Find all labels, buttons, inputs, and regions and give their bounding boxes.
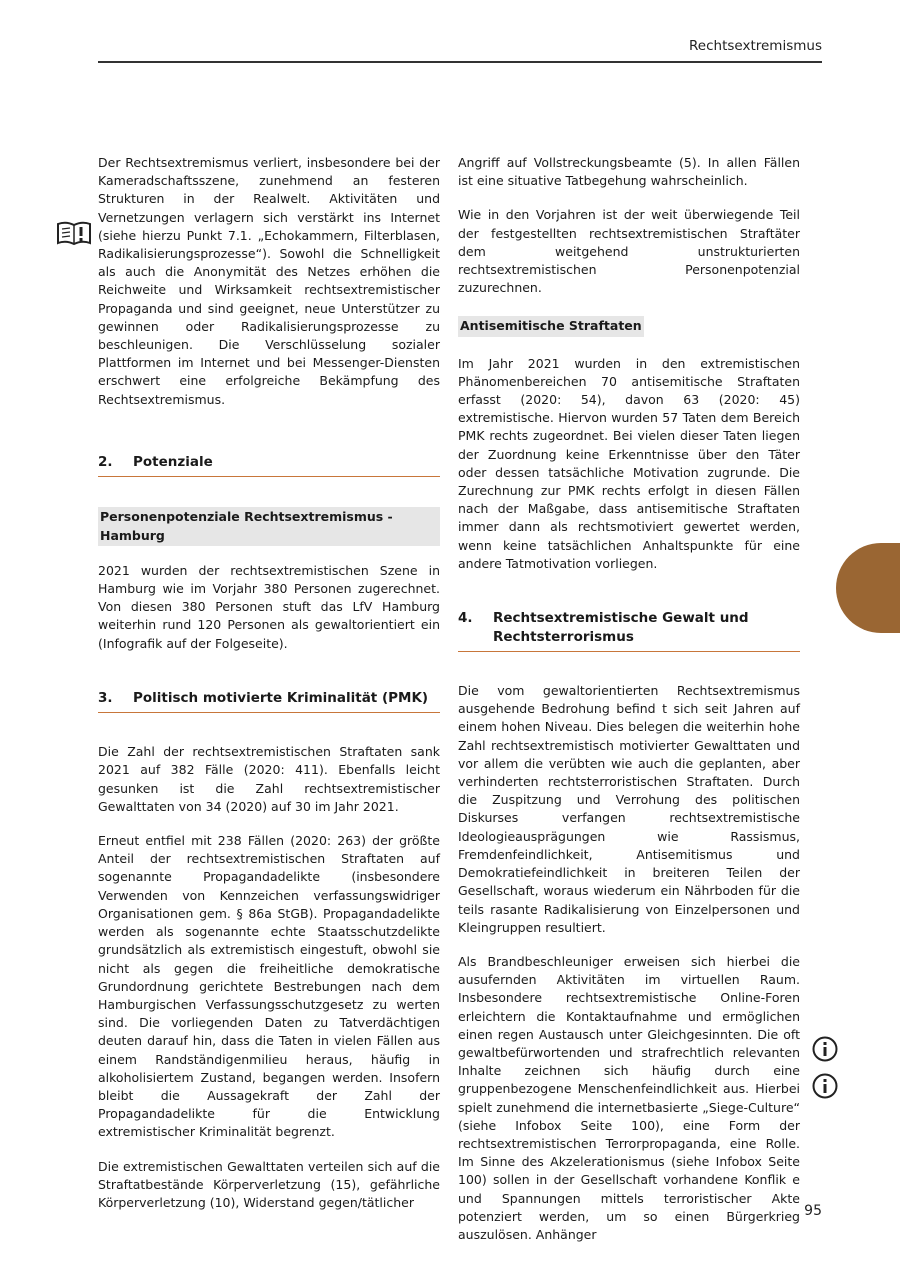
right-column [458, 154, 800, 1260]
paragraph: Wie in den Vorjahren ist der weit überwiegende Teil der festgestellten rechtsextremistischen Straftäter dem weitgehend unstrukturierten rechtsextremistischen Personenpotenzial zuzurechnen. [458, 207, 800, 296]
subheading: Antisemitische Straftaten [458, 316, 644, 336]
paragraph: Die Zahl der rechtsextremistischen Straftaten sank 2021 auf 382 Fälle (2020: 411). Ebenfalls leicht gesunken ist die Zahl rechtsextremistischer Gewalttaten von 34 (2020) auf 30 im Jahr 2021. [98, 744, 440, 814]
section-number: 4. [458, 610, 473, 627]
section-heading-gewalt [458, 609, 800, 652]
book-exclamation-icon [56, 220, 92, 250]
header-rule [98, 61, 822, 63]
paragraph: Die vom gewaltorientierten Rechtsextremismus ausgehende Bedrohung befind t sich seit Jahren auf einem hohen Niveau. Dies belegen die weiterhin hohe Zahl rechtsextremistisch motivierter Gewalttaten und vor allem die verübten wie auch die geplanten, aber verhinderten rechtsterroristischen Straftaten. Durch die Zuspitzung und Verrohung des politischen Diskurses verfangen rechtsextremistische Ideologieausprägungen wie Rassismus, Fremdenfeindlichkeit, Antisemitismus und Demokratiefeindlichkeit in breiteren Teilen der Gesellschaft, woraus wiederum ein Nährboden für die teils rasante Radikalisierung von Einzelpersonen und Kleingruppen resultiert. [458, 683, 800, 935]
section-title: Politisch motivierte Kriminalität (PMK) [133, 689, 429, 706]
section-heading-potenziale [98, 453, 440, 478]
section-title: Potenziale [133, 453, 213, 470]
paragraph: 2021 wurden der rechtsextremistischen Szene in Hamburg wie im Vorjahr 380 Personen zugerechnet. Von diesen 380 Personen stuft das LfV Hamburg weiterhin rund 120 Personen als gewaltorientiert ein (Infografik auf der Folgeseite). [98, 562, 440, 651]
running-header: Rechtsextremismus [689, 38, 822, 54]
section-title: Rechtsextremistische Gewalt und Rechtsterrorismus [493, 610, 749, 645]
paragraph: Angriff auf Vollstreckungsbeamte (5). In allen Fällen ist eine situative Tatbegehung wahrscheinlich. [458, 155, 800, 189]
paragraph: Die extremistischen Gewalttaten verteilen sich auf die Straftatbestände Körperverletzung (15), gefährliche Körperverletzung (10), Widerstand gegen/tätlicher [98, 1158, 440, 1210]
info-circle-icon[interactable] [812, 1036, 838, 1066]
page-number: 95 [804, 1203, 822, 1219]
paragraph: Der Rechtsextremismus verliert, insbesondere bei der Kameradschaftsszene, zunehmend an festeren Strukturen in der Realwelt. Aktivitäten und Vernetzungen verlagern sich verstärkt ins Internet (siehe hierzu Punkt 7.1. „Echokammern, Filterblasen, Radikalisierungsprozesse“). Sowohl die Schnelligkeit als auch die Anonymität des Netzes erhöhen die Reichweite und Wirksamkeit rechtsextremistischer Propaganda und sind geeignet, neue Unterstützer zu gewinnen oder Radikalisierungsprozesse zu beschleunigen. Die Verschlüsselung sozialer Plattformen im Internet und bei Messenger-Diensten erschwert eine erfolgreiche Bekämpfung des Rechtsextremismus. [98, 155, 440, 407]
section-number: 2. [98, 453, 113, 470]
section-heading-pmk [98, 689, 440, 714]
subheading: Personenpotenziale Rechtsextremismus - Hamburg [98, 507, 440, 545]
paragraph: Im Jahr 2021 wurden in den extremistischen Phänomenbereichen 70 antisemitische Straftaten erfasst (2020: 54), davon 63 (2020: 45) extremistische. Hiervon wurden 57 Taten dem Bereich PMK rechts zugeordnet. Bei vielen dieser Taten liegen der Zuordnung keine Erkenntnisse über den Täter oder dessen tatsächliche Motivation zugrunde. Die Zurechnung zur PMK rechts erfolgt in diesen Fällen nach der Maßgabe, dass antisemitische Straftaten immer dann als rechtsmotiviert gewertet werden, wenn keine tatsächlichen Anhaltspunkte für eine andere Tatmotivation vorliegen. [458, 355, 800, 571]
left-column [98, 154, 440, 1228]
section-number: 3. [98, 689, 113, 706]
chapter-tab [836, 543, 900, 633]
info-circle-icon[interactable] [812, 1073, 838, 1103]
paragraph: Als Brandbeschleuniger erweisen sich hierbei die ausufernden Aktivitäten im virtuellen Raum. Insbesondere rechtsextremistische Online-Foren erleichtern die Kontaktaufnahme und ermöglichen einen regen Austausch unter Gleichgesinnten. Die oft gewaltbefürwortenden und strafrechtlich relevanten Inhalte zeichnen sich häufig durch eine gruppenbezogene Menschenfeindlichkeit aus. Hierbei spielt zunehmend die internetbasierte „Siege-Culture“ (siehe Infobox Seite 100), eine Form der rechtsextremistischen Terrorpropaganda, eine Rolle. Im Sinne des Akzelerationismus (siehe Infobox Seite 100) sollen in der Gesellschaft vorhandene Konflik e und Spannungen mittels terroristischer Akte potenziert werden, um so einen Bürgerkrieg auszulösen. Anhänger [458, 953, 800, 1242]
paragraph: Erneut entfiel mit 238 Fällen (2020: 263) der größte Anteil der rechtsextremistischen Straftaten auf sogenannte Propagandadelikte (insbesondere Verwenden von Kennzeichen verfassungswidriger Organisationen gem. § 86a StGB). Propagandadelikte werden als sogenannte echte Staatsschutzdelikte grundsätzlich als extremistisch eingestuft, obwohl sie nicht als gegen die freiheitliche demokratische Grundordnung gerichtete Bestrebungen nach dem Hamburgischen Verfassungsschutzgesetz zu werten sind. Die vorliegenden Daten zu Tatverdächtigen deuten darauf hin, dass die Taten in vielen Fällen aus einem Randständigenmilieu heraus, häufig in alkoholisiertem Zustand, begangen werden. Insofern bleibt die Aussagekraft der Zahl der Propagandadelikte für die Entwicklung extremistischer Kriminalität begrenzt. [98, 833, 440, 1140]
